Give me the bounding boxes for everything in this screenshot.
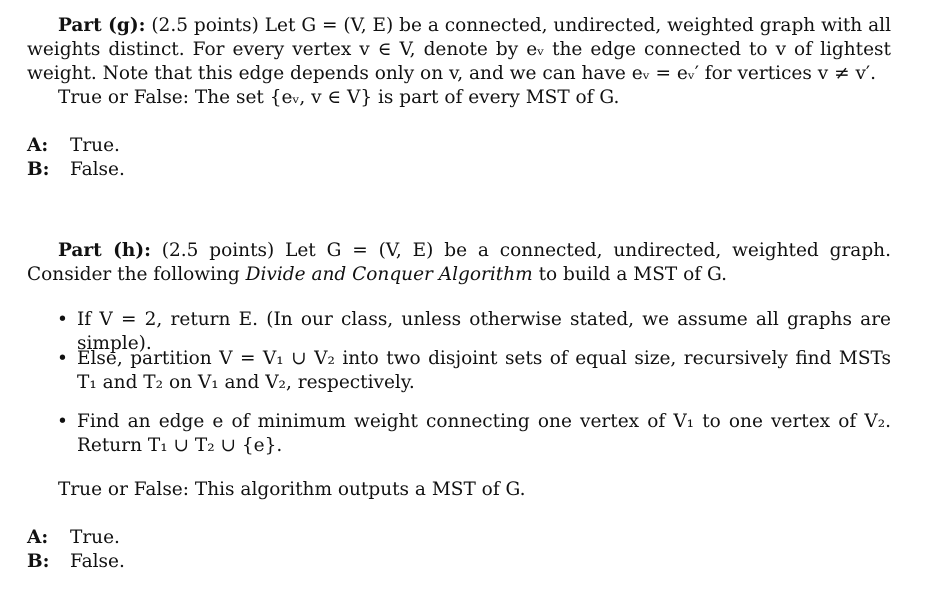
part-h-choice-a — [27, 526, 327, 550]
part-h-choice-b — [27, 550, 327, 574]
choice-letter: B: — [27, 159, 50, 180]
bullet-item — [57, 410, 891, 458]
choice-text: False. — [70, 551, 125, 572]
part-g-question: True or False: The set {eᵥ, v ∈ V} is part of every MST of G. — [58, 87, 620, 108]
part-h-intro-italic: Divide and Conquer Algorithm — [245, 264, 533, 285]
part-g-choice-b — [27, 158, 327, 182]
document-page — [27, 0, 891, 614]
choice-text: False. — [70, 159, 125, 180]
bullet-text: Find an edge e of minimum weight connecting one vertex of V₁ to one vertex of V₂. Return T₁ ∪ T₂ ∪ {e}. — [77, 411, 891, 456]
bullet-text: Else, partition V = V₁ ∪ V₂ into two disjoint sets of equal size, recursively find MSTs T₁ and T₂ on V₁ and V₂, respectively. — [77, 348, 891, 393]
part-h-points: (2.5 points) — [161, 240, 275, 261]
choice-text: True. — [70, 135, 120, 156]
part-h-intro-pre: Let G = (V, E) be a connected, undirected, weighted graph. Consider the following — [27, 240, 891, 285]
part-g-points: (2.5 points) — [151, 15, 259, 36]
choice-text: True. — [70, 527, 120, 548]
part-g-choice-a — [27, 134, 327, 158]
part-g-body: Let G = (V, E) be a connected, undirected, weighted graph with all weights distinct. For every vertex v ∈ V, denote by eᵥ the edge connected to v of lightest weight. Note that this edge depends only on v, and we can have eᵥ = eᵥ′ for vertices v ≠ v′. — [27, 15, 891, 84]
part-h-statement — [27, 239, 891, 287]
part-h-intro-post: to build a MST of G. — [532, 264, 727, 285]
choice-letter: B: — [27, 551, 50, 572]
choice-letter: A: — [27, 527, 49, 548]
bullet-dot: • — [57, 309, 68, 330]
part-g-heading: Part (g): — [58, 15, 146, 36]
part-h-question: True or False: This algorithm outputs a MST of G. — [58, 479, 526, 500]
bullet-dot: • — [57, 348, 68, 369]
bullet-text: If V = 2, return E. (In our class, unless otherwise stated, we assume all graphs are simple). — [77, 309, 891, 354]
bullet-item — [57, 347, 891, 395]
part-g-statement — [27, 14, 891, 86]
bullet-dot: • — [57, 411, 68, 432]
part-h-heading: Part (h): — [58, 240, 151, 261]
choice-letter: A: — [27, 135, 49, 156]
